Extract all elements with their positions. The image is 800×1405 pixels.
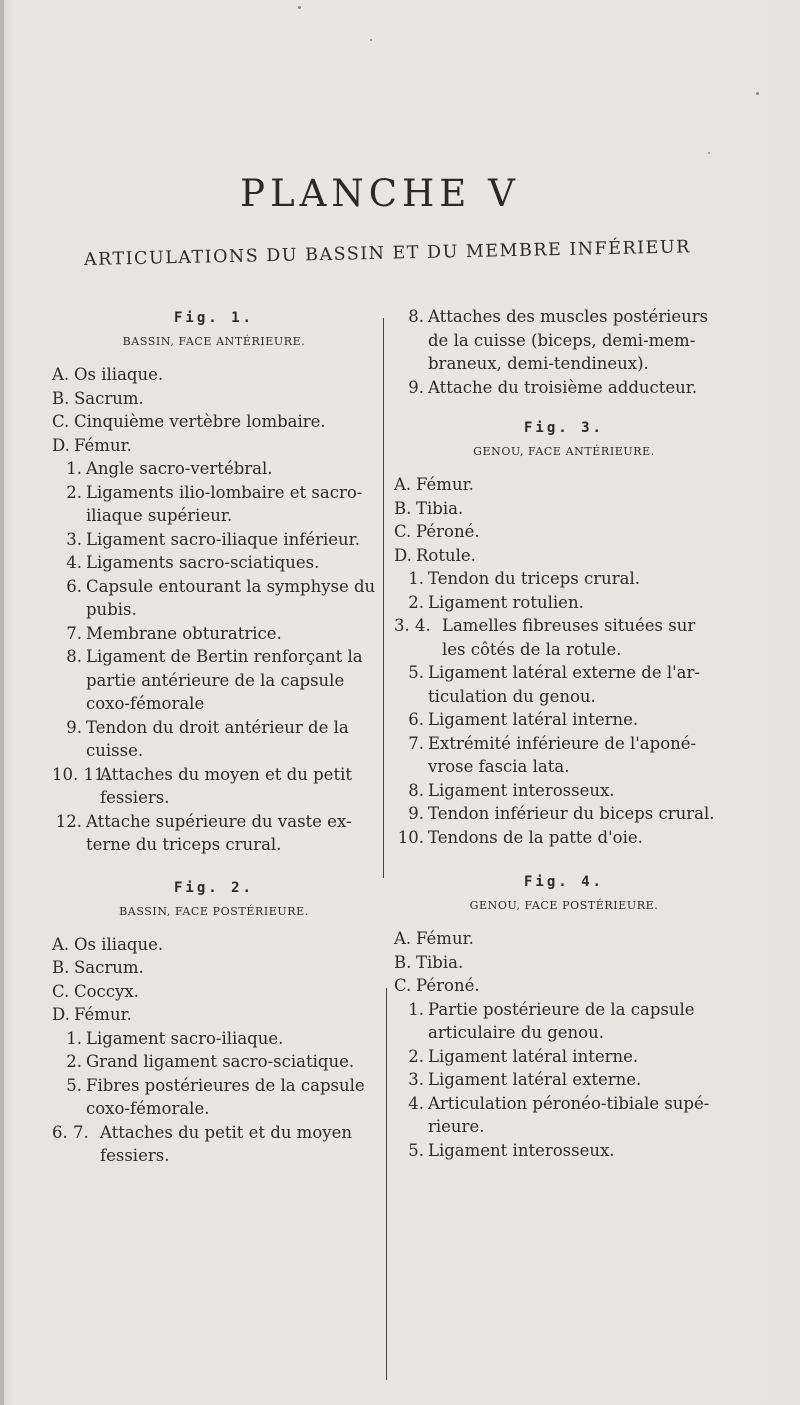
- legend-item: 9. Tendon inférieur du biceps crural.: [408, 804, 715, 823]
- fig1-title: Fig. 1.: [173, 310, 254, 326]
- legend-item: D. Rotule.: [394, 545, 476, 565]
- legend-item: 3. Ligament latéral externe.: [408, 1070, 642, 1089]
- column-divider-upper: [383, 318, 384, 878]
- legend-item: 12. Attache supérieure du vaste ex- terne du triceps crural.: [55, 811, 352, 854]
- plate-subtitle: ARTICULATIONS DU BASSIN ET DU MEMBRE INFÉRIEUR: [83, 237, 691, 270]
- legend-item: B. Tibia.: [394, 498, 464, 518]
- legend-item: 5. Ligament interosseux.: [408, 1140, 615, 1160]
- fig1-section: [52, 305, 376, 857]
- legend-item: 5. Ligament latéral externe de l'ar- ticulation du genou.: [408, 663, 700, 706]
- legend-item: C. Coccyx.: [52, 981, 139, 1001]
- legend-item: 6. 7. Attaches du petit et du moyen fessiers.: [52, 1122, 352, 1165]
- legend-item: 6. Ligament latéral interne.: [408, 710, 639, 729]
- legend-item: A. Fémur.: [394, 475, 474, 494]
- fig3-section: [394, 415, 734, 849]
- legend-item: C. Péroné.: [394, 976, 480, 995]
- legend-item: 9. Tendon du droit antérieur de la cuisse.: [66, 717, 349, 760]
- legend-item: 2. Ligament latéral interne.: [408, 1046, 639, 1066]
- fig2-legend: [52, 933, 376, 1168]
- legend-item: 1. Ligament sacro-iliaque.: [66, 1028, 284, 1048]
- legend-item: D. Fémur.: [52, 1005, 132, 1024]
- paper-speck: [370, 39, 372, 41]
- legend-item: 1. Partie postérieure de la capsule articulaire du genou.: [408, 999, 695, 1042]
- right-column: [394, 305, 734, 1162]
- legend-item: D. Fémur.: [52, 435, 132, 455]
- legend-item: 8. Attaches des muscles postérieurs de la cuisse (biceps, demi-mem- braneux, demi-tendineux).: [408, 307, 709, 373]
- legend-item: 7. Extrémité inférieure de l'aponé- vrose fascia lata.: [408, 733, 697, 776]
- fig2-title: Fig. 2.: [173, 879, 254, 896]
- fig3-subtitle: GENOU, FACE ANTÉRIEURE.: [473, 445, 655, 458]
- legend-item: 8. Ligament interosseux.: [408, 780, 615, 800]
- fig3-title: Fig. 3.: [523, 420, 604, 436]
- legend-item: 4. Articulation péronéo-tibiale supé- rieure.: [408, 1093, 710, 1136]
- legend-item: 10. 11. Attaches du moyen et du petit fessiers.: [52, 764, 352, 807]
- legend-item: C. Péroné.: [394, 522, 480, 541]
- legend-item: 10. Tendons de la patte d'oie.: [397, 827, 643, 847]
- fig1-legend: [52, 363, 376, 857]
- left-column: [52, 305, 376, 1168]
- legend-item: A. Fémur.: [394, 929, 474, 948]
- fig2-section: [52, 875, 376, 1168]
- paper-speck: [756, 92, 759, 95]
- fig4-section: [394, 869, 734, 1162]
- legend-item: B. Sacrum.: [52, 388, 144, 408]
- fig1-continued-section: [394, 305, 734, 399]
- fig4-subtitle: GENOU, FACE POSTÉRIEURE.: [469, 899, 659, 912]
- legend-item: 2. Grand ligament sacro-sciatique.: [66, 1052, 355, 1071]
- legend-item: 4. Ligaments sacro-sciatiques.: [66, 553, 320, 572]
- legend-item: 2. Ligaments ilio-lombaire et sacro- iliaque supérieur.: [66, 482, 363, 525]
- legend-item: B. Tibia.: [394, 952, 464, 972]
- legend-item: 1. Tendon du triceps crural.: [408, 569, 640, 588]
- legend-item: 5. Fibres postérieures de la capsule coxo-fémorale.: [66, 1075, 365, 1118]
- legend-item: A. Os iliaque.: [52, 934, 164, 954]
- legend-item: 7. Membrane obturatrice.: [66, 623, 282, 643]
- legend-item: 8. Ligament de Bertin renforçant la partie antérieure de la capsule coxo-fémorale: [66, 647, 363, 713]
- legend-item: 1. Angle sacro-vertébral.: [66, 459, 273, 478]
- fig3-legend: [394, 473, 734, 849]
- fig2-subtitle: BASSIN, FACE POSTÉRIEURE.: [119, 904, 309, 918]
- paper-speck: [708, 152, 710, 154]
- paper-speck: [298, 6, 301, 9]
- fig1-subtitle: BASSIN, FACE ANTÉRIEURE.: [122, 335, 306, 348]
- column-divider-lower: [386, 988, 387, 1380]
- legend-item: 6. Capsule entourant la symphyse du pubis.: [66, 576, 376, 619]
- fig4-title: Fig. 4.: [523, 874, 604, 890]
- legend-item: 3. Ligament sacro-iliaque inférieur.: [66, 529, 361, 549]
- legend-item: 2. Ligament rotulien.: [408, 592, 584, 612]
- legend-item: 3. 4. Lamelles fibreuses situées sur les côtés de la rotule.: [394, 616, 696, 659]
- legend-item: B. Sacrum.: [52, 958, 144, 977]
- plate-title: PLANCHE V: [240, 172, 520, 215]
- fig4-legend: [394, 927, 734, 1162]
- legend-item: A. Os iliaque.: [52, 365, 164, 384]
- legend-item: C. Cinquième vertèbre lombaire.: [52, 412, 326, 431]
- legend-item: 9. Attache du troisième adducteur.: [408, 377, 698, 397]
